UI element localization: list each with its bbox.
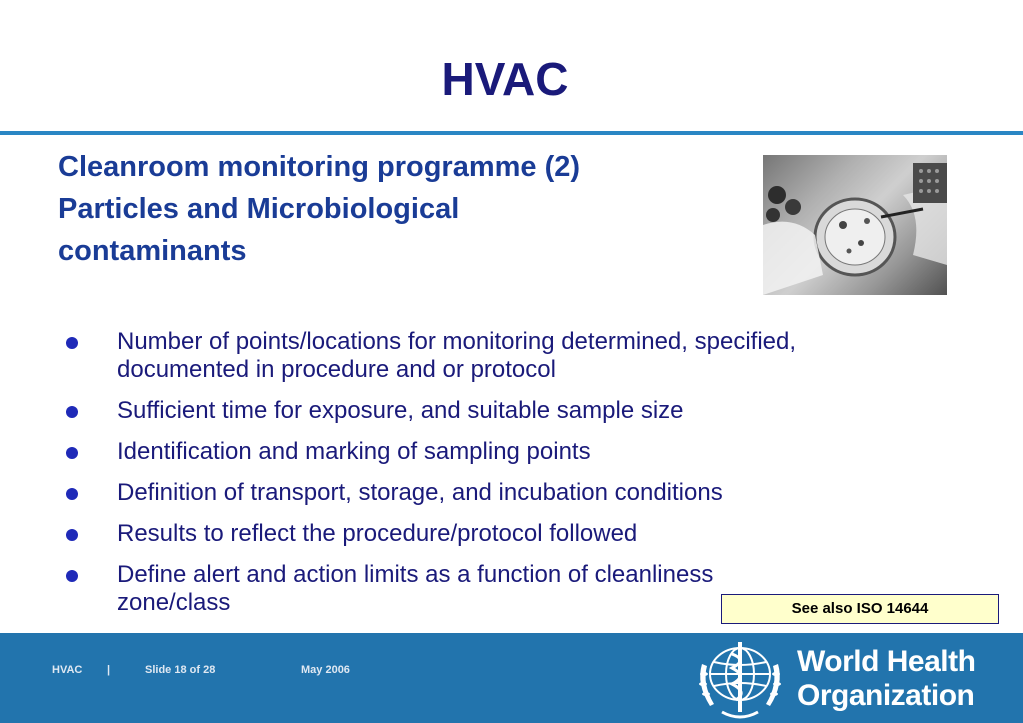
bullet-list	[64, 328, 964, 630]
slide-subtitle	[58, 146, 748, 272]
bullet-text-line-1: Identification and marking of sampling points	[117, 438, 591, 465]
bullet-text-line-2: zone/class	[117, 589, 231, 616]
iso-reference-note: See also ISO 14644	[721, 594, 999, 624]
bullet-dot	[66, 337, 78, 349]
bullet-item	[64, 479, 964, 507]
bullet-dot	[66, 488, 78, 500]
org-name-line-2: Organization	[797, 679, 975, 712]
slide-title: HVAC	[441, 53, 569, 105]
bullet-dot	[66, 570, 78, 582]
org-name-line-1: World Health	[797, 645, 976, 678]
title-divider	[0, 131, 1023, 135]
lab-photo-illustration	[763, 155, 947, 295]
bullet-item	[64, 328, 964, 384]
bullet-text-line-1: Number of points/locations for monitoring determined, specified,	[117, 328, 797, 355]
footer-slide-number: Slide 18 of 28	[145, 664, 216, 676]
bullet-text-line-1: Define alert and action limits as a function of cleanliness	[117, 561, 714, 588]
footer-date: May 2006	[301, 664, 350, 676]
bullet-dot	[66, 406, 78, 418]
subtitle-line-1: Cleanroom monitoring programme (2)	[58, 151, 581, 183]
bullet-text-line-1: Results to reflect the procedure/protocol followed	[117, 520, 638, 547]
bullet-text-line-1: Sufficient time for exposure, and suitable sample size	[117, 397, 684, 424]
footer-topic: HVAC	[52, 664, 83, 676]
who-emblem-icon	[692, 634, 788, 722]
bullet-item	[64, 520, 964, 548]
bullet-item	[64, 438, 964, 466]
lab-photo	[763, 155, 947, 295]
bullet-text-line-1: Definition of transport, storage, and incubation conditions	[117, 479, 723, 506]
bullet-item	[64, 397, 964, 425]
subtitle-line-3: contaminants	[58, 235, 247, 267]
bullet-dot	[66, 529, 78, 541]
bullet-dot	[66, 447, 78, 459]
footer-separator: |	[107, 664, 111, 676]
who-organization-name	[797, 645, 975, 713]
bullet-text-line-2: documented in procedure and or protocol	[117, 356, 556, 383]
subtitle-line-2: Particles and Microbiological	[58, 193, 460, 225]
